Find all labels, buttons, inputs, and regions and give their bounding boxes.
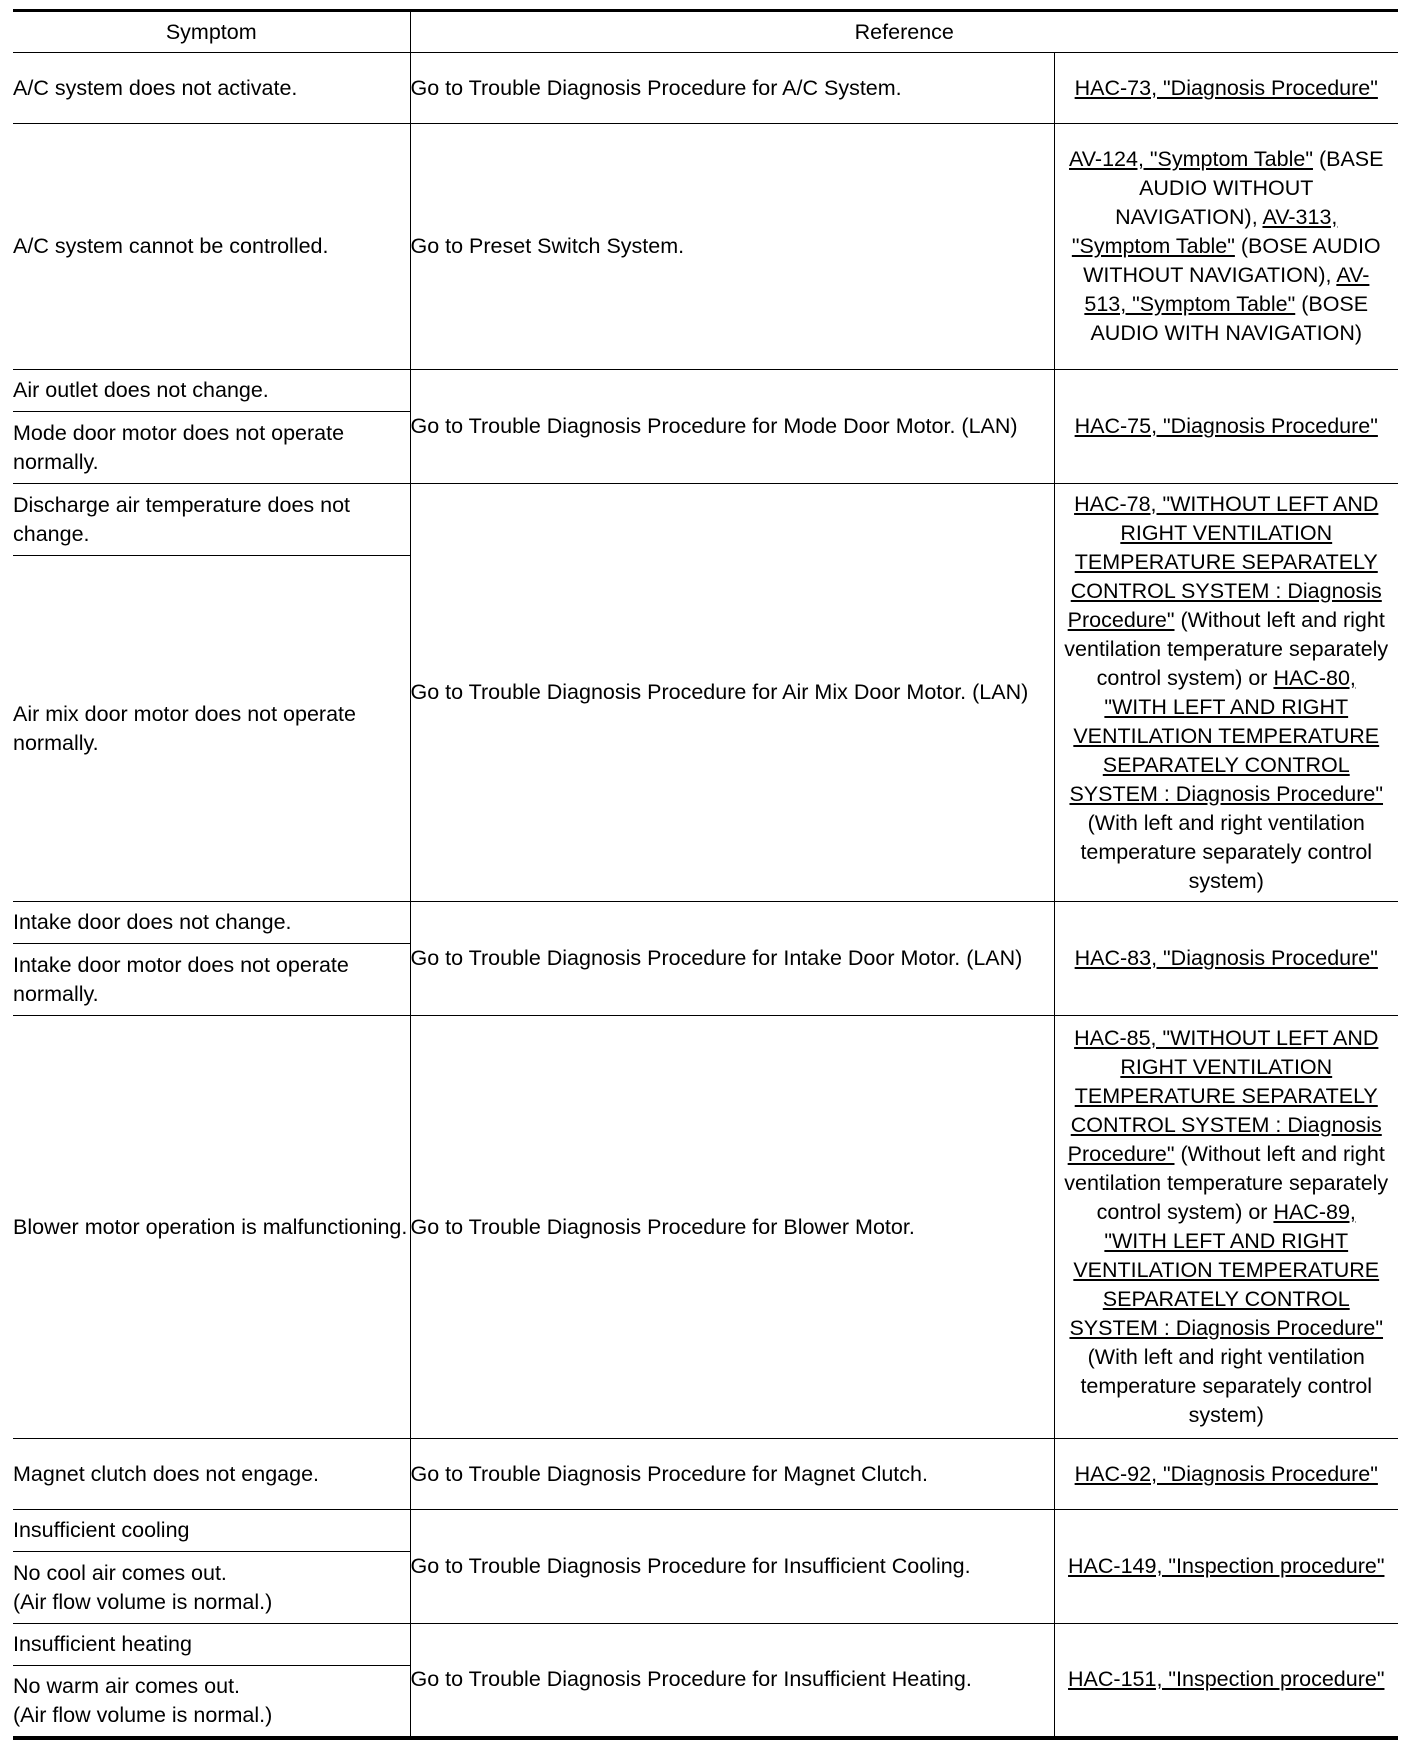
action-cell: Go to Trouble Diagnosis Procedure for Blower Motor. <box>410 1016 1054 1439</box>
reference-text: (With left and right ventilation temperature separately control system) <box>1080 810 1373 893</box>
table-row <box>13 1624 1398 1666</box>
reference-link[interactable]: AV-313, "Symptom Table" <box>1071 205 1338 258</box>
symptom-cell: Insufficient heating <box>13 1624 410 1666</box>
reference-link[interactable]: HAC-75, "Diagnosis Procedure" <box>1074 414 1378 438</box>
table-row <box>13 53 1398 124</box>
reference-link[interactable]: HAC-151, "Inspection procedure" <box>1068 1667 1385 1692</box>
table-row <box>13 370 1398 412</box>
action-cell: Go to Trouble Diagnosis Procedure for Insufficient Heating. <box>410 1624 1054 1738</box>
symptom-cell: No cool air comes out. (Air flow volume is normal.) <box>13 1552 410 1624</box>
reference-link[interactable]: HAC-92, "Diagnosis Procedure" <box>1074 1461 1378 1486</box>
reference-text: (Without left and right ventilation temperature separately control system) or <box>1064 607 1389 690</box>
action-cell: Go to Trouble Diagnosis Procedure for Mode Door Motor. (LAN) <box>410 370 1054 484</box>
reference-text: (Without left and right ventilation temperature separately control system) or <box>1064 1142 1389 1224</box>
reference-link[interactable]: HAC-85, "WITHOUT LEFT AND RIGHT VENTILATION TEMPERATURE SEPARATELY CONTROL SYSTEM : Diagnosis Procedure" <box>1067 1026 1382 1166</box>
table-row <box>13 1016 1398 1439</box>
reference-link[interactable]: HAC-149, "Inspection procedure" <box>1068 1554 1385 1578</box>
reference-link[interactable]: HAC-80, "WITH LEFT AND RIGHT VENTILATION TEMPERATURE SEPARATELY CONTROL SYSTEM : Diagnosis Procedure" <box>1069 665 1384 806</box>
table-row <box>13 124 1398 370</box>
reference-text: (BASE AUDIO WITHOUT NAVIGATION), <box>1115 147 1384 229</box>
reference-text: (BOSE AUDIO WITH NAVIGATION) <box>1090 292 1369 345</box>
reference-cell <box>1054 1510 1398 1624</box>
action-cell: Go to Trouble Diagnosis Procedure for Intake Door Motor. (LAN) <box>410 902 1054 1016</box>
reference-cell <box>1054 1016 1398 1439</box>
symptom-cell: Intake door motor does not operate normally. <box>13 944 410 1016</box>
reference-link[interactable]: AV-513, "Symptom Table" <box>1084 263 1370 316</box>
symptom-cell: Blower motor operation is malfunctioning. <box>13 1016 410 1439</box>
reference-link[interactable]: HAC-73, "Diagnosis Procedure" <box>1074 75 1378 100</box>
symptom-cell: A/C system cannot be controlled. <box>13 124 410 370</box>
header-symptom: Symptom <box>13 11 410 53</box>
reference-text: (BOSE AUDIO WITHOUT NAVIGATION), <box>1083 234 1381 287</box>
reference-cell <box>1054 1624 1398 1738</box>
reference-link[interactable]: HAC-89, "WITH LEFT AND RIGHT VENTILATION TEMPERATURE SEPARATELY CONTROL SYSTEM : Diagnosis Procedure" <box>1069 1200 1384 1340</box>
action-cell: Go to Trouble Diagnosis Procedure for Air Mix Door Motor. (LAN) <box>410 484 1054 902</box>
symptom-cell: Air mix door motor does not operate normally. <box>13 556 410 902</box>
table-body <box>13 53 1398 1738</box>
symptom-cell: No warm air comes out. (Air flow volume is normal.) <box>13 1666 410 1738</box>
action-cell: Go to Trouble Diagnosis Procedure for Magnet Clutch. <box>410 1439 1054 1510</box>
reference-cell <box>1054 53 1398 124</box>
reference-text: (With left and right ventilation temperature separately control system) <box>1080 1345 1373 1427</box>
symptom-cell: Air outlet does not change. <box>13 370 410 412</box>
table-row <box>13 484 1398 556</box>
table-row <box>13 902 1398 944</box>
symptom-table <box>13 9 1398 1740</box>
symptom-cell: Discharge air temperature does not change. <box>13 484 410 556</box>
reference-link[interactable]: HAC-83, "Diagnosis Procedure" <box>1074 946 1378 970</box>
action-cell: Go to Preset Switch System. <box>410 124 1054 370</box>
header-reference: Reference <box>410 11 1398 53</box>
action-cell: Go to Trouble Diagnosis Procedure for A/C System. <box>410 53 1054 124</box>
reference-cell <box>1054 124 1398 370</box>
reference-cell <box>1054 484 1398 902</box>
table-row <box>13 1510 1398 1552</box>
reference-link[interactable]: HAC-78, "WITHOUT LEFT AND RIGHT VENTILATION TEMPERATURE SEPARATELY CONTROL SYSTEM : Diagnosis Procedure" <box>1067 491 1382 632</box>
symptom-cell: Magnet clutch does not engage. <box>13 1439 410 1510</box>
reference-cell <box>1054 902 1398 1016</box>
symptom-cell: Intake door does not change. <box>13 902 410 944</box>
symptom-cell: Insufficient cooling <box>13 1510 410 1552</box>
table-row <box>13 1439 1398 1510</box>
action-cell: Go to Trouble Diagnosis Procedure for Insufficient Cooling. <box>410 1510 1054 1624</box>
reference-cell <box>1054 370 1398 484</box>
reference-link[interactable]: AV-124, "Symptom Table" <box>1069 147 1313 171</box>
symptom-cell: A/C system does not activate. <box>13 53 410 124</box>
symptom-cell: Mode door motor does not operate normally. <box>13 412 410 484</box>
reference-cell <box>1054 1439 1398 1510</box>
table-header-row <box>13 11 1398 53</box>
